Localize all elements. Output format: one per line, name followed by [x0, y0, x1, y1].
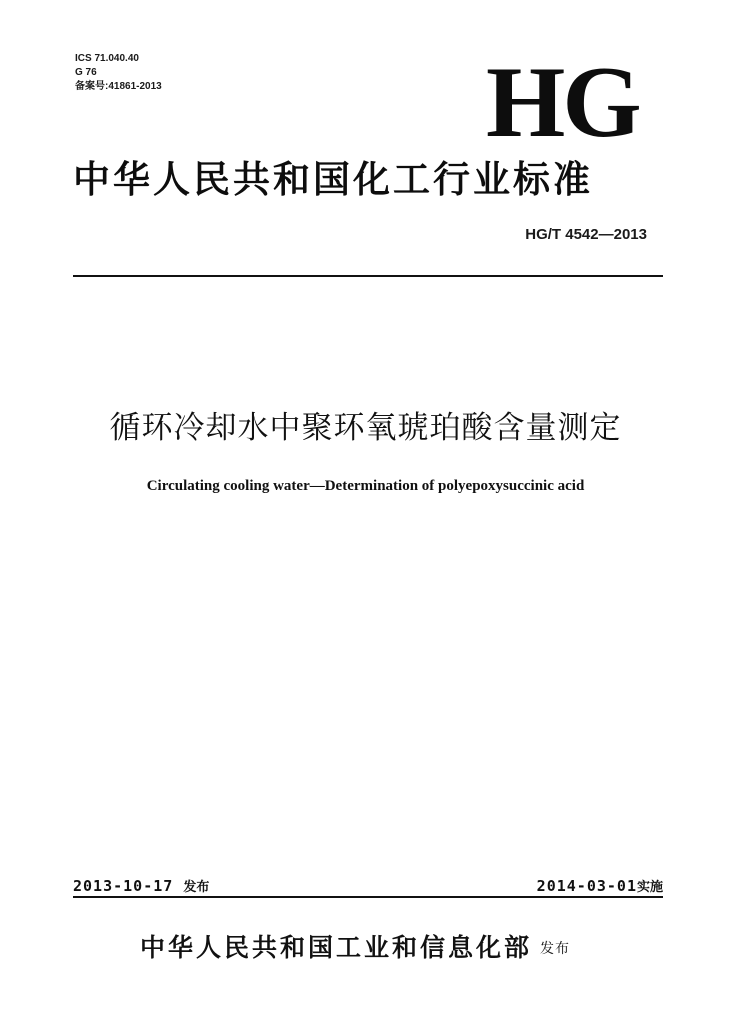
ccs-code: G 76: [75, 67, 97, 78]
implementation-date: [537, 876, 663, 895]
issue-date-label: 发布: [183, 880, 210, 895]
publisher: [140, 930, 570, 967]
standard-number: HG/T 4542—2013: [525, 226, 647, 243]
hg-logo: HG: [486, 46, 639, 159]
top-divider: [73, 275, 663, 277]
chinese-title: 循环冷却水中聚环氧琥珀酸含量测定: [109, 410, 622, 446]
record-number: 备案号:41861-2013: [75, 81, 162, 92]
english-title: Circulating cooling water—Determination of polyepoxysuccinic acid: [146, 478, 585, 494]
issue-date: [73, 876, 209, 895]
implementation-date-label: 实施: [636, 880, 663, 895]
classification-block: [75, 52, 162, 94]
issue-date-value: 2013-10-17: [73, 877, 174, 895]
publisher-label: 发布: [540, 941, 571, 957]
publisher-name: 中华人民共和国工业和信息化部: [140, 933, 533, 962]
issuer-title: 中华人民共和国化工行业标准: [73, 157, 593, 201]
implementation-date-value: 2014-03-01: [536, 877, 637, 895]
bottom-divider: [73, 896, 663, 898]
ics-code: ICS 71.040.40: [75, 53, 139, 64]
